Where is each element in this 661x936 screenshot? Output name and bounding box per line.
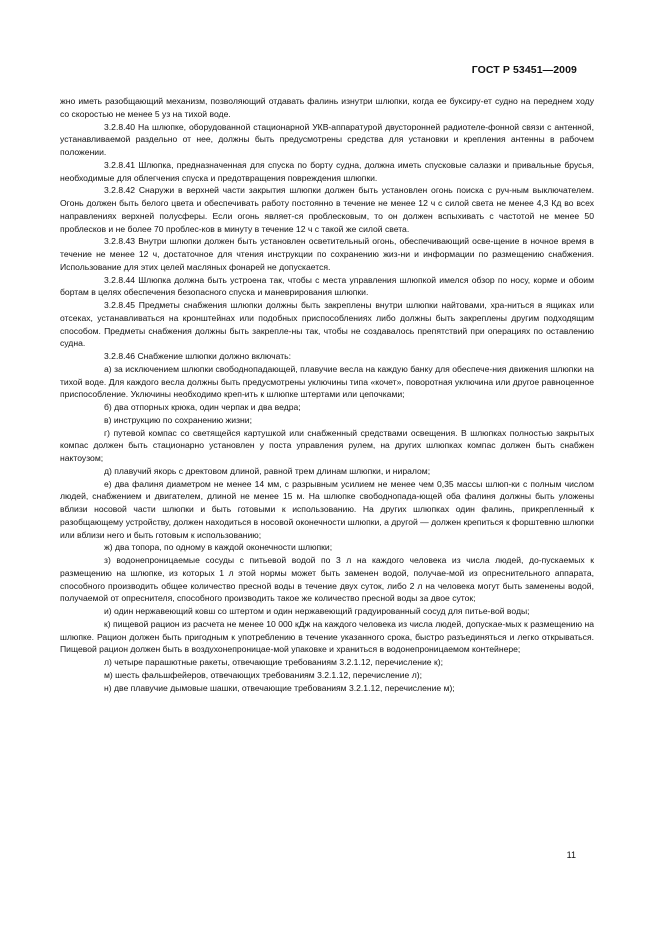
document-id-header: ГОСТ Р 53451—2009 bbox=[471, 64, 577, 76]
paragraph-3-2-8-40: 3.2.8.40 На шлюпке, оборудованной стационарной УКВ-аппаратурой двусторонней радиотеле-фонной связи с антенной, устанавливаемой раздельно от нее, должны быть предусмотрены средства для установки и крепления антенны в рабочем положении. bbox=[60, 121, 594, 157]
list-item-n: н) две плавучие дымовые шашки, отвечающие требованиям 3.2.1.12, перечисление м); bbox=[104, 682, 455, 693]
paragraph-3-2-8-45: 3.2.8.45 Предметы снабжения шлюпки должны быть закреплены внутри шлюпки найтовами, хра-ниться в ящиках или отсеках, устанавливаться на кронштейнах или подобных приспособлениях либо должны быть закреплены другим подходящим способом. Предметы снабжения должны быть закрепле-ны так, чтобы не создавалось препятствий при операциях по оставлению судна. bbox=[60, 300, 594, 349]
list-item-v: в) инструкцию по сохранению жизни; bbox=[104, 414, 252, 425]
paragraph-continuation: жно иметь разобщающий механизм, позволяющий отдавать фалинь изнутри шлюпки, когда ее буксиру-ет судно на переднем ходу со скоростью не менее 5 уз на тихой воде. bbox=[60, 96, 594, 119]
list-item-i: и) один нержавеющий ковш со штертом и один нержавеющий градуированный сосуд для питье-вой воды; bbox=[104, 606, 530, 616]
list-item-k: к) пищевой рацион из расчета не менее 10 000 кДж на каждого человека из числа людей, допускае-мых к размещению на шлюпке. Рацион должен быть пригодным к употреблению в течение указанного срока, быстро разъединяться и легко открываться. Пищевой рацион должен быть в воздухонепроницае-мой упаковке и храниться в водонепроницаемом контейнере; bbox=[60, 618, 594, 655]
paragraph-3-2-8-44: 3.2.8.44 Шлюпка должна быть устроена так, чтобы с места управления шлюпкой имелся обзор по носу, корме и обоим бортам в целях обеспечения безопасного спуска и маневрирования шлюпки. bbox=[60, 274, 594, 298]
paragraph-3-2-8-41: 3.2.8.41 Шлюпка, предназначенная для спуска по борту судна, должна иметь спусковые салазки и привальные брусья, необходимые для облегчения спуска и предотвращения повреждения шлюпки. bbox=[60, 159, 594, 183]
list-item-g: г) путевой компас со светящейся картушкой или снабженный средствами освещения. В шлюпках полностью закрытых компас должен быть стационарно установлен у поста управления рулем, на других шлюпках компас должен быть снабжен нактоузом; bbox=[60, 427, 594, 463]
page-number: 11 bbox=[566, 850, 576, 860]
paragraph-3-2-8-43: 3.2.8.43 Внутри шлюпки должен быть установлен осветительный огонь, обеспечивающий осве-щение в ночное время в течение не менее 12 ч, достаточное для чтения инструкции по сохранению жиз-ни и информации по размещению снабжения. Использование для этих целей масляных фонарей не допускается. bbox=[60, 236, 594, 272]
paragraph-3-2-8-46: 3.2.8.46 Снабжение шлюпки должно включать: bbox=[104, 351, 292, 361]
list-item-z: з) водонепроницаемые сосуды с питьевой водой по 3 л на каждого человека из числа людей, до-пускаемых к размещению на шлюпке, из которых 1 л этой нормы может быть заменен водой, получае-мой из опреснительного аппарата, способного производить общее количество пресной воды в течение двух суток, либо 2 л на человека могут быть заменены водой, получаемой от опреснителя, способного производить такое же количество пресной воды за двое суток; bbox=[60, 555, 594, 604]
list-item-l: л) четыре парашютные ракеты, отвечающие требованиям 3.2.1.12, перечисление к); bbox=[104, 657, 443, 667]
list-item-m: м) шесть фальшфейеров, отвечающих требованиям 3.2.1.12, перечисление л); bbox=[104, 669, 422, 680]
list-item-zh: ж) два топора, по одному в каждой оконечности шлюпки; bbox=[104, 542, 333, 553]
list-item-b: б) два отпорных крюка, один черпак и два ведра; bbox=[104, 402, 301, 412]
paragraph-3-2-8-42: 3.2.8.42 Снаружи в верхней части закрытия шлюпки должен быть установлен огонь поиска с руч-ным выключателем. Огонь должен быть белого цвета и обеспечивать работу постоянно в течение не менее 12 ч с силой света не менее 4,3 Кд во всех направлениях верхней полусферы. Если огонь являет-ся проблесковым, то он должен вспыхивать с частотой не менее 50 проблесков и не более 70 проблес-ков в минуту в течение 12 ч с такой же силой света. bbox=[60, 185, 594, 234]
list-item-a: а) за исключением шлюпки свободнопадающей, плавучие весла на каждую банку для обеспече-ния движения шлюпки на тихой воде. Для каждого весла должны быть предусмотрены уключины типа «кочет», поворотная уключина или другое равноценное приспособление. Уключины необходимо креп-ить к шлюпке штертами или цепочками; bbox=[60, 363, 594, 400]
list-item-e: е) два фалиня диаметром не менее 14 мм, с разрывным усилием не менее чем 0,35 массы шлюп-ки с полным числом людей, снабжением и двигателем, длиной не менее 15 м. На шлюпке свободнопада-ющей оба фалиня должны быть уложены вблизи носовой части шлюпки и быть готовыми к использованию. На других шлюпках один фалинь, прикрепленный к разобщающему устройству, должен находиться в носовой оконечности шлюпки, а другой — должен крепиться к форштевню шлюпки или вблизи него и быть готовым к использованию; bbox=[60, 478, 594, 540]
document-body bbox=[60, 95, 594, 694]
list-item-d: д) плавучий якорь с дректовом длиной, равной трем длинам шлюпки, и ниралом; bbox=[104, 465, 431, 476]
